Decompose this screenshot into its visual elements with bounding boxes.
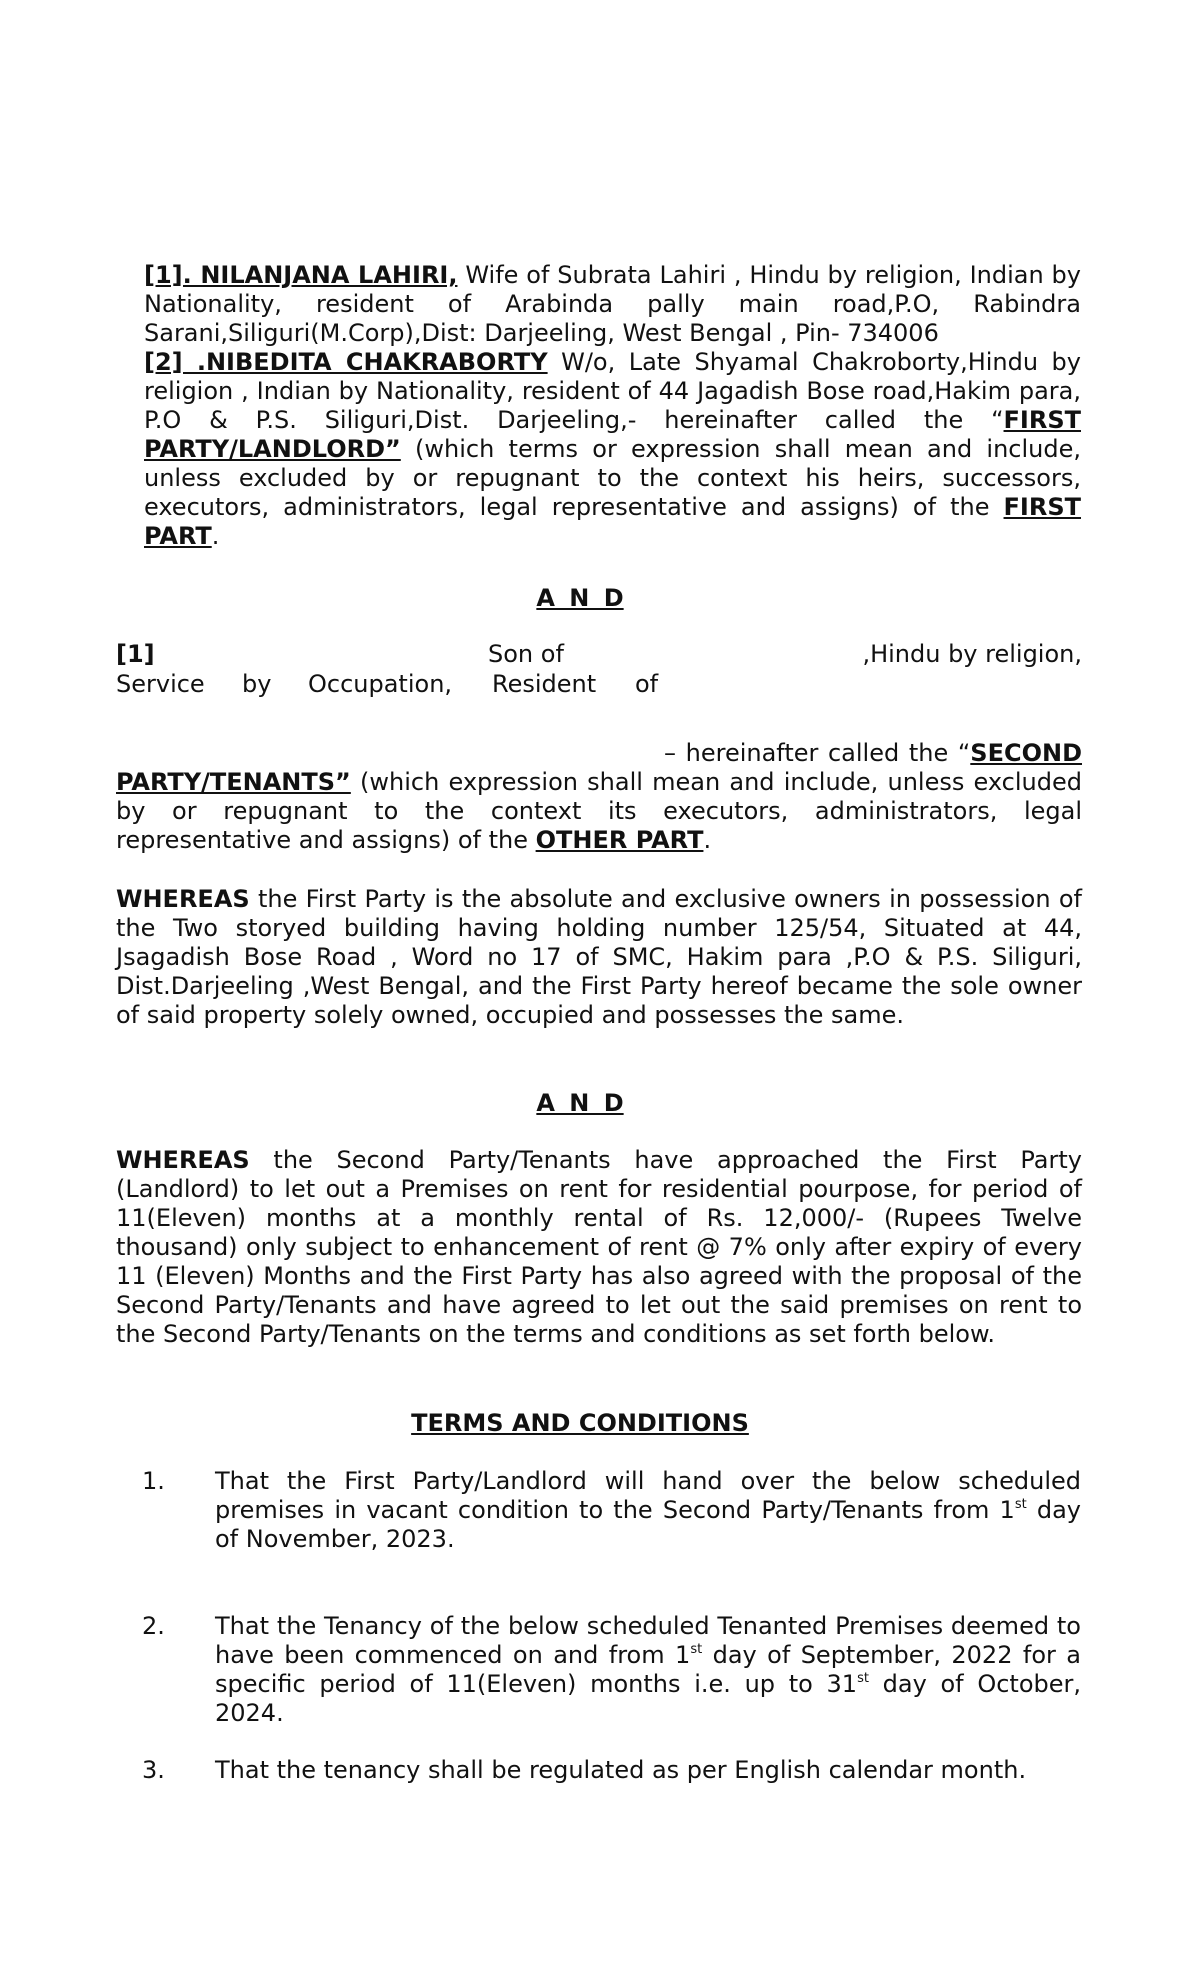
whereas-label-2: WHEREAS <box>116 1146 250 1174</box>
terms-heading: TERMS AND CONDITIONS <box>411 1409 749 1437</box>
occupation-word: Service <box>116 670 205 698</box>
first-party-term: FIRST PARTY/LANDLORD” <box>144 406 1081 463</box>
and-heading-2: A N D <box>536 1089 624 1117</box>
whereas-text-2: the Second Party/Tenants have approached the First Party (Landlord) to let out a Premises on rent for residential pourpose, for period of 11(Eleven) months at a monthly rental of Rs. 12,000/- (Rupees Twelve thousand) only subject to enhancement of rent @ 7% only after expiry of every 11 (Eleven) Months and the First Party has also agreed with the proposal of the Second Party/Tenants and have agreed to let out the said premises on rent to the Second Party/Tenants on the terms and conditions as set forth below. <box>116 1146 1082 1348</box>
first-party-2-details: W/o, Late Shyamal Chakroborty,Hindu by religion , Indian by Nationality, resident of 44 Jagadish Bose road,Hakim para, P.O & P.S. Siliguri,Dist. Darjeeling,- hereinafter called the “ <box>144 348 1081 434</box>
term-1-number: 1. <box>142 1467 165 1495</box>
occupation-word: of <box>635 670 659 698</box>
second-party-label: [1] <box>116 640 155 668</box>
and-heading-1: A N D <box>536 584 624 612</box>
second-party-clause: (which expression shall mean and include, unless excluded by or repugnant to the context its executors, administrators, legal representative and assigns) of the <box>116 768 1082 854</box>
first-party-clause: (which terms or expression shall mean and include, unless excluded by or repugnant to the context his heirs, successors, executors, administrators, legal representative and assigns) of the <box>144 435 1081 521</box>
occupation-word: Occupation, <box>308 670 453 698</box>
term-2-text: That the Tenancy of the below scheduled Tenanted Premises deemed to have been commenced on and from 1st day of September, 2022 for a specific period of 11(Eleven) months i.e. up to 31st day of October, 2024. <box>215 1612 1082 1727</box>
term-1-text: That the First Party/Landlord will hand over the below scheduled premises in vacant condition to the Second Party/Tenants from 1st day of November, 2023. <box>215 1467 1081 1553</box>
whereas-paragraph-1 <box>116 885 1082 1030</box>
occupation-word: Resident <box>492 670 597 698</box>
second-party-term: SECOND PARTY/TENANTS” <box>116 739 1082 796</box>
term-2-number: 2. <box>142 1612 165 1640</box>
first-party-1-details: Wife of Subrata Lahiri , Hindu by religion, Indian by Nationality, resident of Arabinda pally main road,P.O, Rabindra Sarani,Siliguri(M.Corp),Dist: Darjeeling, West Bengal , Pin- 734006 <box>144 261 1081 347</box>
occupation-word: by <box>242 670 272 698</box>
second-party-paragraph <box>116 739 1082 855</box>
first-party-2-name: [2] .NIBEDITA CHAKRABORTY <box>144 348 548 376</box>
term-3-text: That the tenancy shall be regulated as per English calendar month. <box>215 1756 1027 1784</box>
second-party-hereinafter: – hereinafter called the “ <box>664 739 971 767</box>
second-party-son-of: Son of <box>488 640 564 668</box>
whereas-text-1: the First Party is the absolute and exclusive owners in possession of the Two storyed building having holding number 125/54, Situated at 44, Jsagadish Bose Road , Word no 17 of SMC, Hakim para ,P.O & P.S. Siliguri, Dist.Darjeeling ,West Bengal, and the First Party hereof became the sole owner of said property solely owned, occupied and possesses the same. <box>116 885 1082 1029</box>
first-party-paragraph <box>144 261 1081 551</box>
first-party-end: . <box>211 522 220 550</box>
first-part-label: FIRST PART <box>144 493 1081 550</box>
whereas-paragraph-2 <box>116 1146 1082 1349</box>
second-party-line-1 <box>116 640 1082 669</box>
other-part-label: OTHER PART <box>535 826 704 854</box>
first-party-1-name: [1]. NILANJANA LAHIRI, <box>144 261 458 289</box>
term-3-number: 3. <box>142 1756 165 1784</box>
second-party-end: . <box>703 826 712 854</box>
whereas-label-1: WHEREAS <box>116 885 250 913</box>
second-party-religion: ,Hindu by religion, <box>862 640 1082 668</box>
